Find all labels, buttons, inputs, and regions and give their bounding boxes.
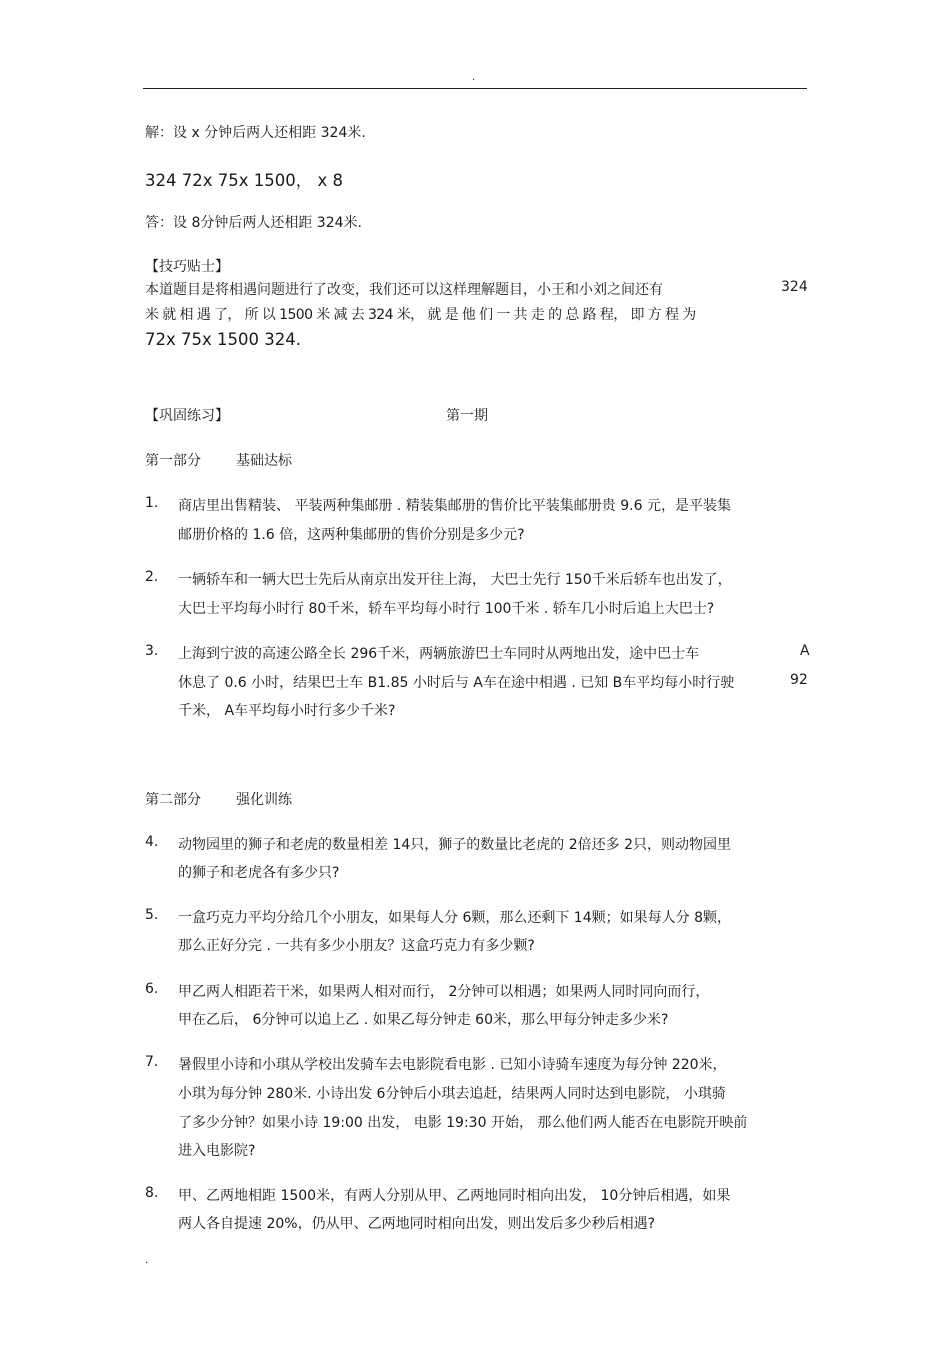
question-line: 休息了 0.6 小时，结果巴士车 B1.85 小时后与 A车在途中相遇 . 已知 B车平均每小时行驶 — [178, 675, 735, 691]
part1-label: 第一部分 — [145, 453, 201, 469]
tips-line-1-number: 324 — [781, 279, 808, 295]
question-line: 邮册价格的 1.6 倍，这两种集邮册的售价分别是多少元? — [178, 527, 525, 543]
question-line: 甲在乙后， 6分钟可以追上乙 . 如果乙每分钟走 60米，那么甲每分钟走多少米? — [178, 1012, 669, 1028]
practice-issue: 第一期 — [446, 408, 488, 424]
practice-title: 【巩固练习】 — [145, 408, 229, 424]
part2-label: 第二部分 — [145, 792, 201, 808]
question-number: 5. — [145, 907, 159, 923]
question-line-trailing: A — [800, 643, 810, 659]
part1-name: 基础达标 — [236, 453, 292, 469]
part2-name: 强化训练 — [236, 792, 292, 808]
question-line: 一盒巧克力平均分给几个小朋友，如果每人分 6颗，那么还剩下 14颗；如果每人分 8颗， — [178, 910, 731, 926]
question-line: 进入电影院? — [178, 1143, 256, 1159]
tips-title: 【技巧贴士】 — [145, 259, 229, 275]
question-line: 上海到宁波的高速公路全长 296千米，两辆旅游巴士车同时从两地出发，途中巴士车 — [178, 646, 700, 662]
question-number: 4. — [145, 834, 159, 850]
header-rule — [143, 88, 807, 89]
question-line: 的狮子和老虎各有多少只? — [178, 865, 340, 881]
question-line: 小琪为每分钟 280米. 小诗出发 6分钟后小琪去追赶，结果两人同时达到电影院， 小琪骑 — [178, 1086, 726, 1102]
tips-line-1: 本道题目是将相遇问题进行了改变，我们还可以这样理解题目，小王和小刘之间还有 — [145, 282, 663, 298]
question-line-trailing: 92 — [790, 672, 808, 688]
question-line: 千米， A车平均每小时行多少千米? — [178, 703, 396, 719]
question-line: 了多少分钟？如果小诗 19:00 出发， 电影 19:30 开始， 那么他们两人能否在电影院开映前 — [178, 1115, 748, 1131]
question-number: 3. — [145, 643, 159, 659]
question-number: 7. — [145, 1054, 159, 1070]
tips-line-2: 米 就 相 遇 了， 所 以 1500 米 减 去 324 米， 就 是 他 们 一 共 走 的 总 路 程， 即 方 程 为 — [145, 307, 696, 323]
question-line: 甲、乙两地相距 1500米，有两人分别从甲、乙两地同时相向出发， 10分钟后相遇，如果 — [178, 1188, 731, 1204]
question-line: 大巴士平均每小时行 80千米，轿车平均每小时行 100千米 . 轿车几小时后追上大巴士? — [178, 601, 715, 617]
question-number: 1. — [145, 495, 159, 511]
footer-mark: . — [145, 1255, 149, 1266]
tips-equation: 72x 75x 1500 324. — [145, 330, 301, 349]
question-line: 一辆轿车和一辆大巴士先后从南京出发开往上海， 大巴士先行 150千米后轿车也出发了， — [178, 572, 732, 588]
question-number: 2. — [145, 569, 159, 585]
question-line: 甲乙两人相距若干米，如果两人相对而行， 2分钟可以相遇；如果两人同时同向而行， — [178, 984, 710, 1000]
solution-answer: 答：设 8分钟后两人还相距 324米. — [145, 215, 362, 231]
question-number: 8. — [145, 1185, 159, 1201]
question-number: 6. — [145, 981, 159, 997]
question-line: 两人各自提速 20%，仍从甲、乙两地同时相向出发，则出发后多少秒后相遇? — [178, 1216, 655, 1232]
solution-equation: 324 72x 75x 1500， x 8 — [145, 171, 343, 190]
question-line: 暑假里小诗和小琪从学校出发骑车去电影院看电影 . 已知小诗骑车速度为每分钟 220米， — [178, 1057, 727, 1073]
solution-setup: 解：设 x 分钟后两人还相距 324米. — [145, 125, 366, 141]
question-line: 商店里出售精装、 平装两种集邮册 . 精装集邮册的售价比平装集邮册贵 9.6 元，是平装集 — [178, 498, 731, 514]
question-line: 动物园里的狮子和老虎的数量相差 14只，狮子的数量比老虎的 2倍还多 2只，则动物园里 — [178, 837, 731, 853]
header-mark: . — [472, 72, 476, 83]
question-line: 那么正好分完 . 一共有多少小朋友？这盒巧克力有多少颗? — [178, 938, 535, 954]
